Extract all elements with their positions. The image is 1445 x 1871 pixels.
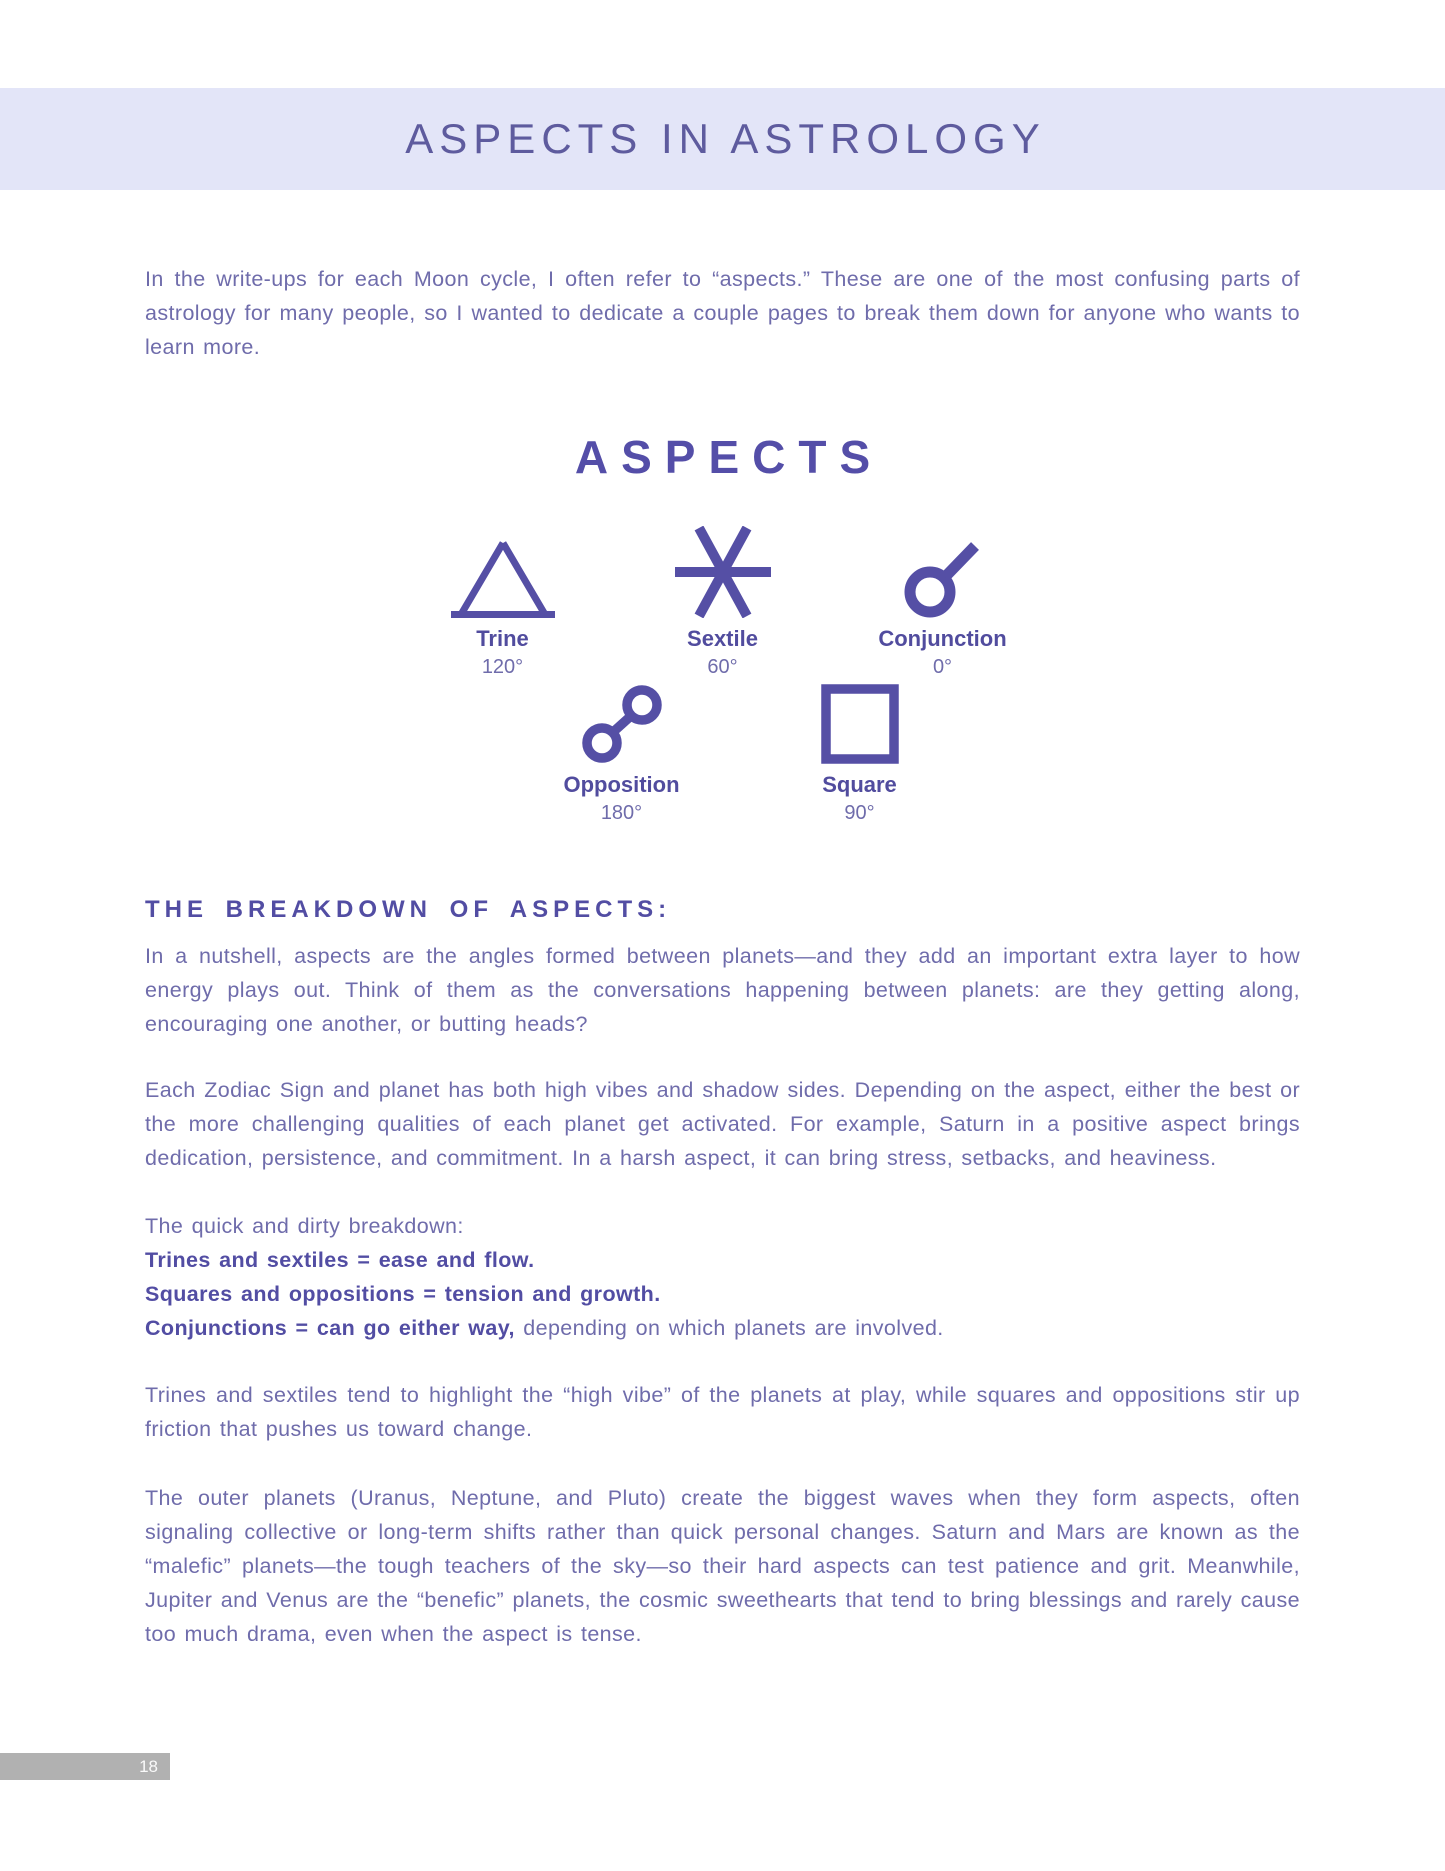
- aspects-diagram: [0, 430, 1445, 825]
- intro-paragraph: In the write-ups for each Moon cycle, I often refer to “aspects.” These are one of the most confusing parts of astrology for many people, so I wanted to dedicate a couple pages to break them down for anyone who wants to learn more.: [145, 267, 1300, 359]
- aspect-degrees: 90°: [844, 802, 875, 824]
- aspects-diagram-title: ASPECTS: [574, 431, 884, 483]
- aspect-square: [741, 680, 979, 825]
- aspect-name: Sextile: [687, 626, 758, 651]
- quick-item-rest: depending on which planets are involved.: [514, 1316, 944, 1340]
- aspect-opposition: [503, 680, 741, 825]
- aspect-name: Trine: [476, 626, 529, 651]
- page-title: ASPECTS IN ASTROLOGY: [405, 115, 1046, 162]
- aspect-degrees: 180°: [600, 802, 643, 824]
- aspects-row-2: [18, 680, 1445, 825]
- conjunction-circle-ray-icon: [904, 523, 982, 618]
- page-header-band: [0, 88, 1445, 190]
- aspect-name: Square: [822, 772, 897, 797]
- quick-breakdown-item-squares: [145, 1277, 1300, 1311]
- square-outline-icon: [821, 680, 899, 764]
- page-number: 18: [139, 1757, 158, 1776]
- aspect-degrees: 60°: [707, 656, 738, 678]
- breakdown-paragraph-1: In a nutshell, aspects are the angles formed between planets—and they add an important extra layer to how energy plays out. Think of them as the conversations happening between planets: are they getting along, encouraging one another, or butting heads?: [145, 944, 1300, 1036]
- trine-triangle-icon: [451, 523, 555, 618]
- quick-breakdown-item-conjunctions: [145, 1311, 1300, 1345]
- aspects-row-1: [0, 523, 1445, 679]
- aspect-conjunction: [833, 523, 1053, 679]
- opposition-linked-circles-icon: [581, 680, 663, 764]
- breakdown-paragraph-4: Trines and sextiles tend to highlight the “high vibe” of the planets at play, while squares and oppositions stir up friction that pushes us toward change.: [145, 1383, 1300, 1441]
- quick-item-bold: Squares and oppositions = tension and growth.: [145, 1282, 661, 1306]
- breakdown-heading: THE BREAKDOWN OF ASPECTS:: [145, 896, 672, 923]
- sextile-asterisk-icon: [675, 523, 771, 618]
- quick-breakdown-list: [145, 1209, 1300, 1345]
- breakdown-paragraph-5: The outer planets (Uranus, Neptune, and Pluto) create the biggest waves when they form aspects, often signaling collective or long-term shifts rather than quick personal changes. Saturn and Mars are known as the “malefic” planets—the tough teachers of the sky—so their hard aspects can test patience and grit. Meanwhile, Jupiter and Venus are the “benefic” planets, the cosmic sweethearts that tend to bring blessings and rarely cause too much drama, even when the aspect is tense.: [145, 1486, 1300, 1646]
- aspect-degrees: 120°: [481, 656, 524, 678]
- quick-item-bold: Conjunctions = can go either way,: [145, 1316, 515, 1340]
- aspect-name: Conjunction: [878, 626, 1007, 651]
- aspect-sextile: [613, 523, 833, 679]
- quick-breakdown-intro: The quick and dirty breakdown:: [145, 1214, 464, 1238]
- quick-item-bold: Trines and sextiles = ease and flow.: [145, 1248, 535, 1272]
- aspect-degrees: 0°: [932, 656, 953, 678]
- breakdown-paragraph-2: Each Zodiac Sign and planet has both high vibes and shadow sides. Depending on the aspect, either the best or the more challenging qualities of each planet get activated. For example, Saturn in a positive aspect brings dedication, persistence, and commitment. In a harsh aspect, it can bring stress, setbacks, and heaviness.: [145, 1078, 1300, 1170]
- aspect-trine: [393, 523, 613, 679]
- aspect-name: Opposition: [563, 772, 680, 797]
- quick-breakdown-item-trines: [145, 1243, 1300, 1277]
- breakdown-section: [145, 895, 1300, 1651]
- page-footer-bar: [0, 1753, 170, 1780]
